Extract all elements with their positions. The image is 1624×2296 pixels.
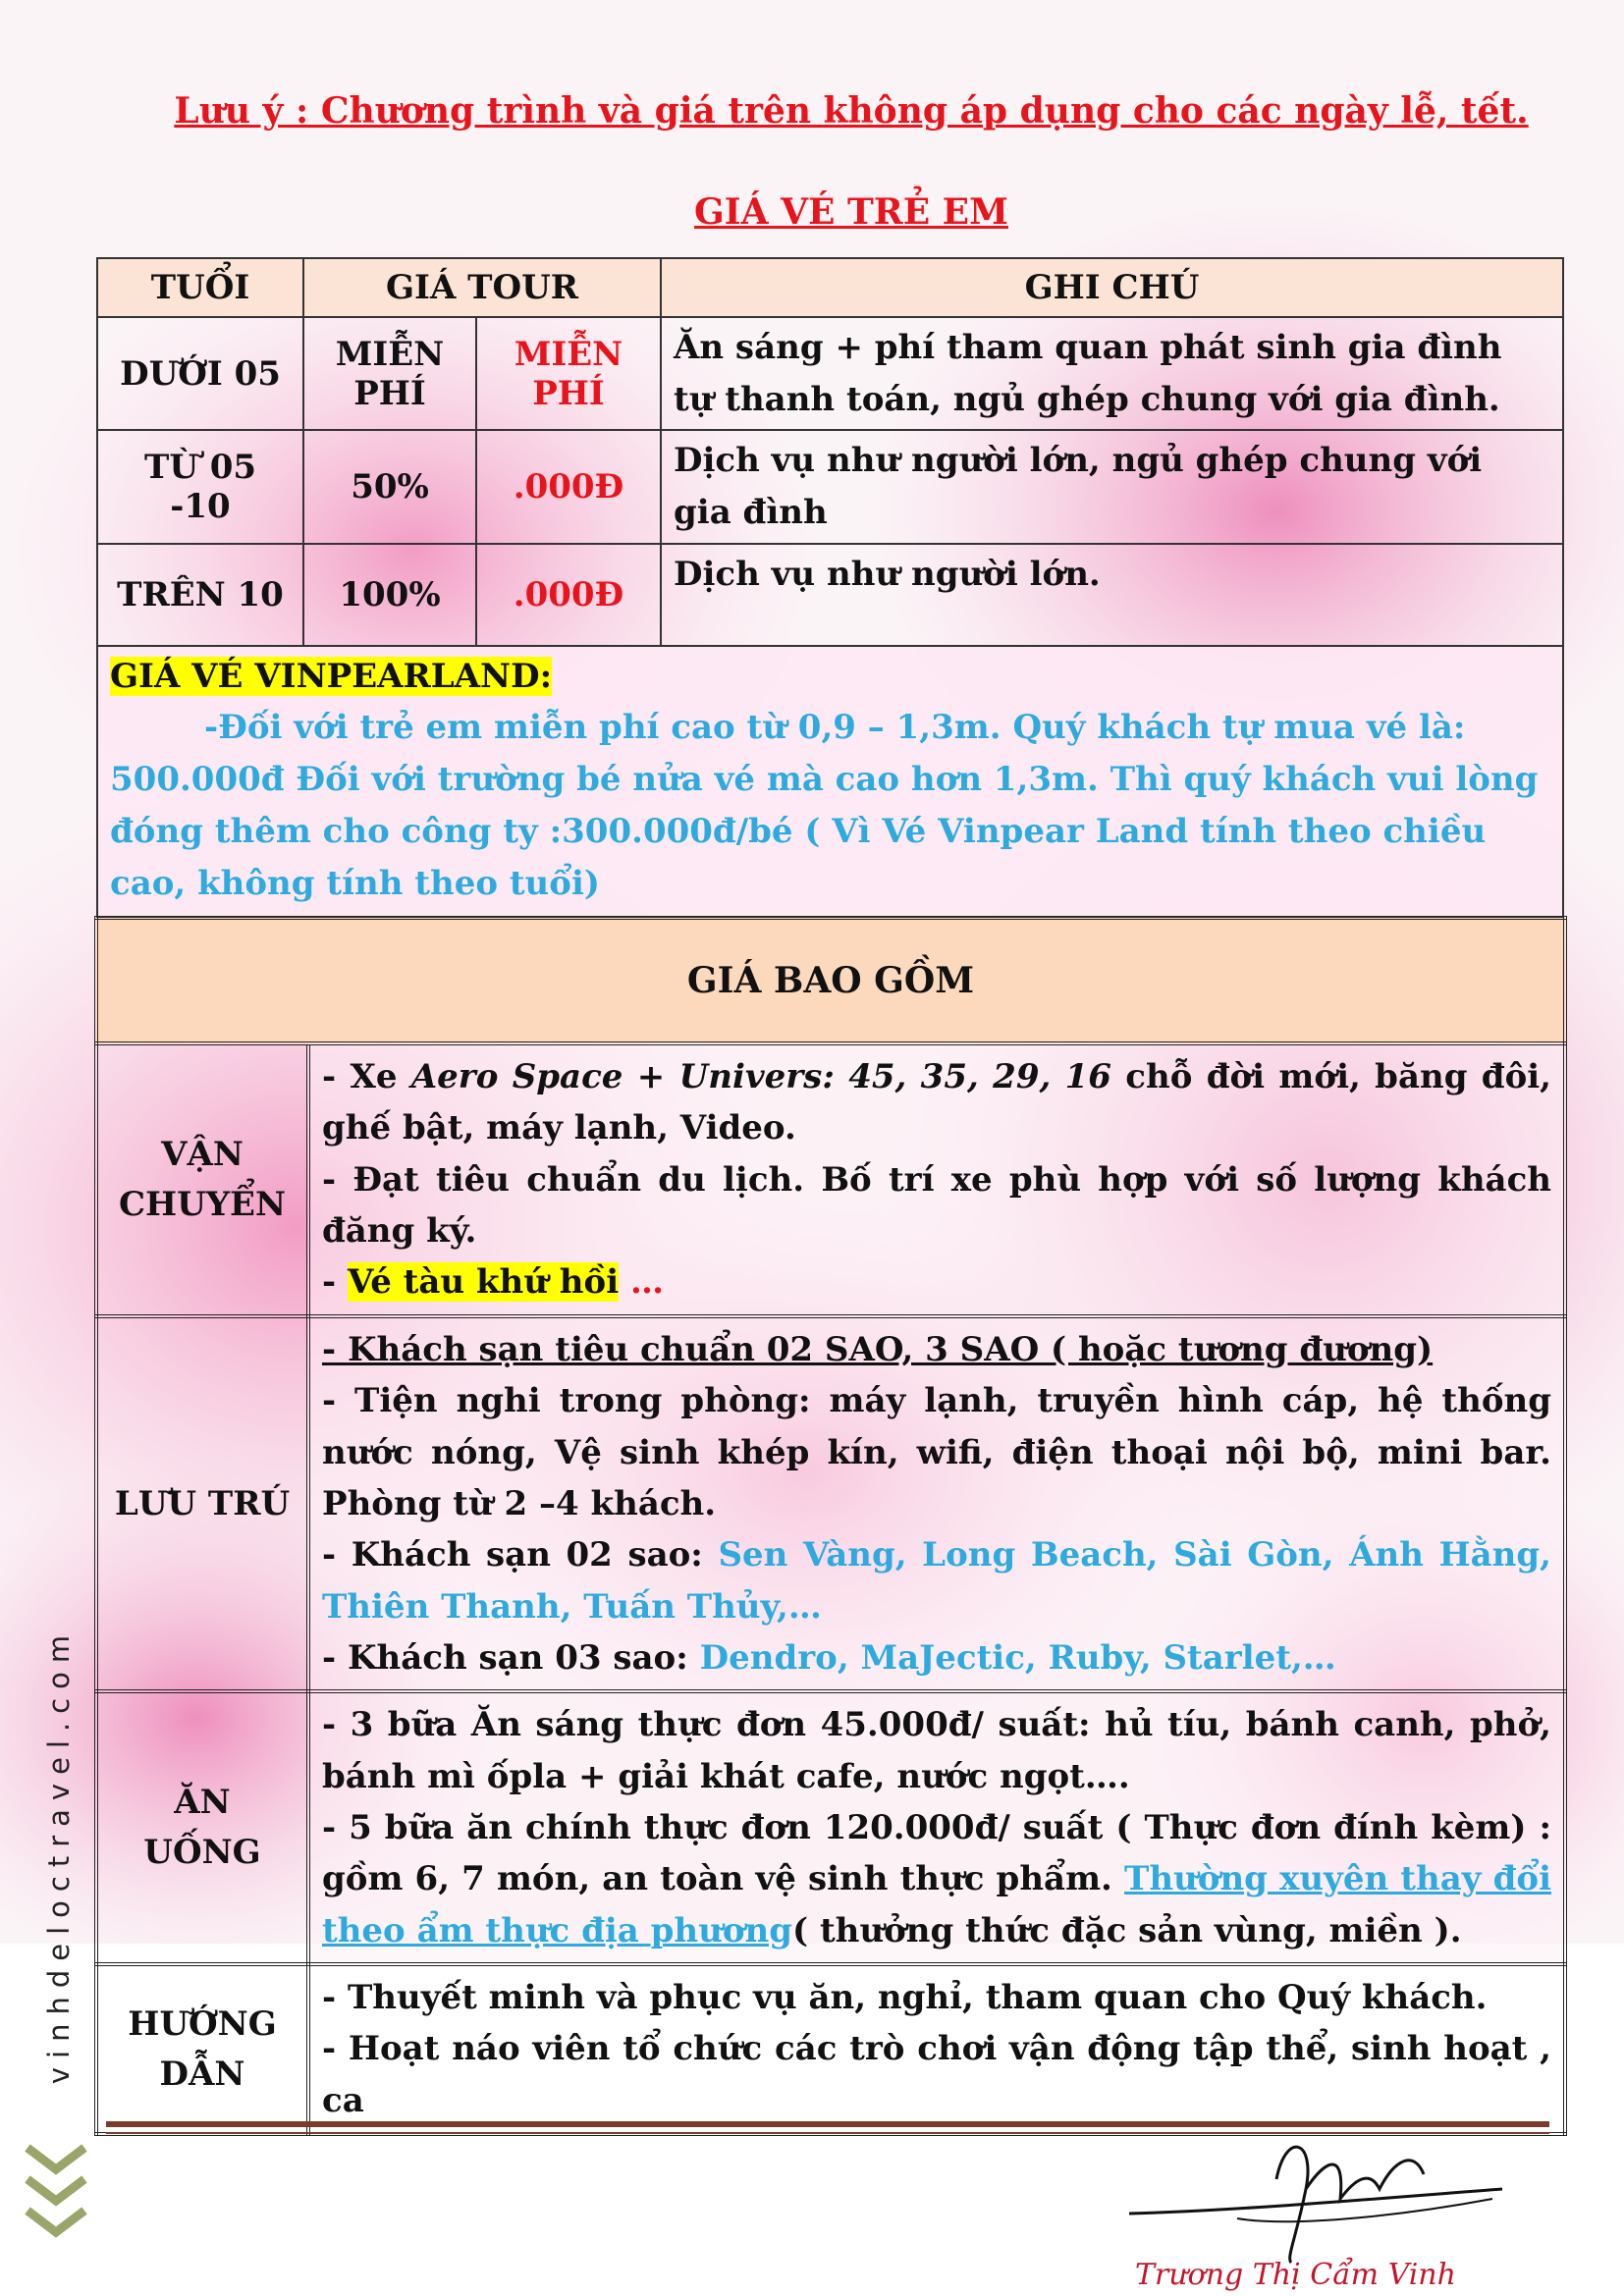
vinpearl-section: [97, 646, 1563, 918]
meals-details: - 3 bữa Ăn sáng thực đơn 45.000đ/ suất: hủ tíu, bánh canh, phở, bánh mì ốpla + giải khát cafe, nước ngọt…. - 5 bữa ăn chính thực đơn 120.000đ/ suất ( Thực đơn đính kèm) : gồm 6, 7 món, an toàn vệ sinh thực phẩm. Thường xuyên thay đổi theo ẩm thực địa phương( thưởng thức đặc sản vùng, miền ).: [308, 1691, 1565, 1964]
note-cell: Ăn sáng + phí tham quan phát sinh gia đình tự thanh toán, ngủ ghép chung với gia đình.: [661, 317, 1563, 430]
table-row: [97, 430, 1563, 543]
lodging-label: LƯU TRÚ: [96, 1316, 308, 1692]
vinpearl-title: GIÁ VÉ VINPEARLAND:: [110, 656, 553, 696]
website-vertical-text: vinhdeloctravel.com: [42, 1626, 77, 2085]
includes-table: [94, 916, 1567, 2136]
lodging-details: - Khách sạn tiêu chuẩn 02 SAO, 3 SAO ( hoặc tương đương) - Tiện nghi trong phòng: máy lạnh, truyền hình cáp, hệ thống nước nóng, Vệ sinh khép kín, wifi, điện thoại nội bộ, mini bar. Phòng từ 2 –4 khách. - Khách sạn 02 sao: Sen Vàng, Long Beach, Sài Gòn, Ánh Hằng, Thiên Thanh, Tuấn Thủy,… - Khách sạn 03 sao: Dendro, MaJectic, Ruby, Starlet,…: [308, 1316, 1565, 1692]
table-row: [96, 1043, 1565, 1316]
table-row: [97, 544, 1563, 646]
note-cell: Dịch vụ như người lớn, ngủ ghép chung với gia đình: [661, 430, 1563, 543]
meals-label: ĂN UỐNG: [96, 1691, 308, 1964]
guide-details: - Thuyết minh và phục vụ ăn, nghỉ, tham quan cho Quý khách. - Hoạt náo viên tổ chức các trò chơi vận động tập thể, sinh hoạt , ca: [308, 1964, 1565, 2134]
guide-label: HƯỚNG DẪN: [96, 1964, 308, 2134]
percent-cell: 100%: [303, 544, 476, 646]
signature-name: Trương Thị Cẩm Vinh: [1135, 2258, 1456, 2292]
kids-price-table: [96, 257, 1564, 919]
age-cell: TỪ 05 -10: [97, 430, 303, 543]
header-tour-price: GIÁ TOUR: [303, 258, 661, 317]
table-row: [96, 1691, 1565, 1964]
train-ticket-highlight: Vé tàu khứ hồi: [347, 1262, 620, 1303]
age-cell: TRÊN 10: [97, 544, 303, 646]
table-row: [97, 317, 1563, 430]
percent-cell: 50%: [303, 430, 476, 543]
vinpearl-text: -Đối với trẻ em miễn phí cao từ 0,9 – 1,3m. Quý khách tự mua vé là: 500.000đ Đối với trường bé nửa vé mà cao hơn 1,3m. Thì quý khách vui lòng đóng thêm cho công ty :300.000đ/bé ( Vì Vé Vinpear Land tính theo chiều cao, không tính theo tuổi): [110, 708, 1539, 903]
price-cell: .000Đ: [476, 430, 661, 543]
includes-title: GIÁ BAO GỒM: [96, 918, 1565, 1043]
chevron-down-icon: [22, 2140, 90, 2248]
notice-text: Lưu ý : Chương trình và giá trên không áp dụng cho các ngày lễ, tết.: [174, 90, 1529, 132]
price-cell: .000Đ: [476, 544, 661, 646]
age-cell: DƯỚI 05: [97, 317, 303, 430]
percent-cell: MIỄN PHÍ: [303, 317, 476, 430]
kids-price-title: GIÁ VÉ TRẺ EM: [694, 191, 1008, 233]
table-row: [96, 1316, 1565, 1692]
price-cell: MIỄN PHÍ: [476, 317, 661, 430]
transport-label: VẬN CHUYỂN: [96, 1043, 308, 1316]
note-cell: Dịch vụ như người lớn.: [661, 544, 1563, 646]
signature-image: [1119, 2120, 1532, 2268]
table-row: [96, 1964, 1565, 2134]
header-age: TUỔI: [97, 258, 303, 317]
transport-details: - Xe Aero Space + Univers: 45, 35, 29, 16 chỗ đời mới, băng đôi, ghế bật, máy lạnh, Video. - Đạt tiêu chuẩn du lịch. Bố trí xe phù hợp với số lượng khách đăng ký. - Vé tàu khứ hồi …: [308, 1043, 1565, 1316]
header-note: GHI CHÚ: [661, 258, 1563, 317]
